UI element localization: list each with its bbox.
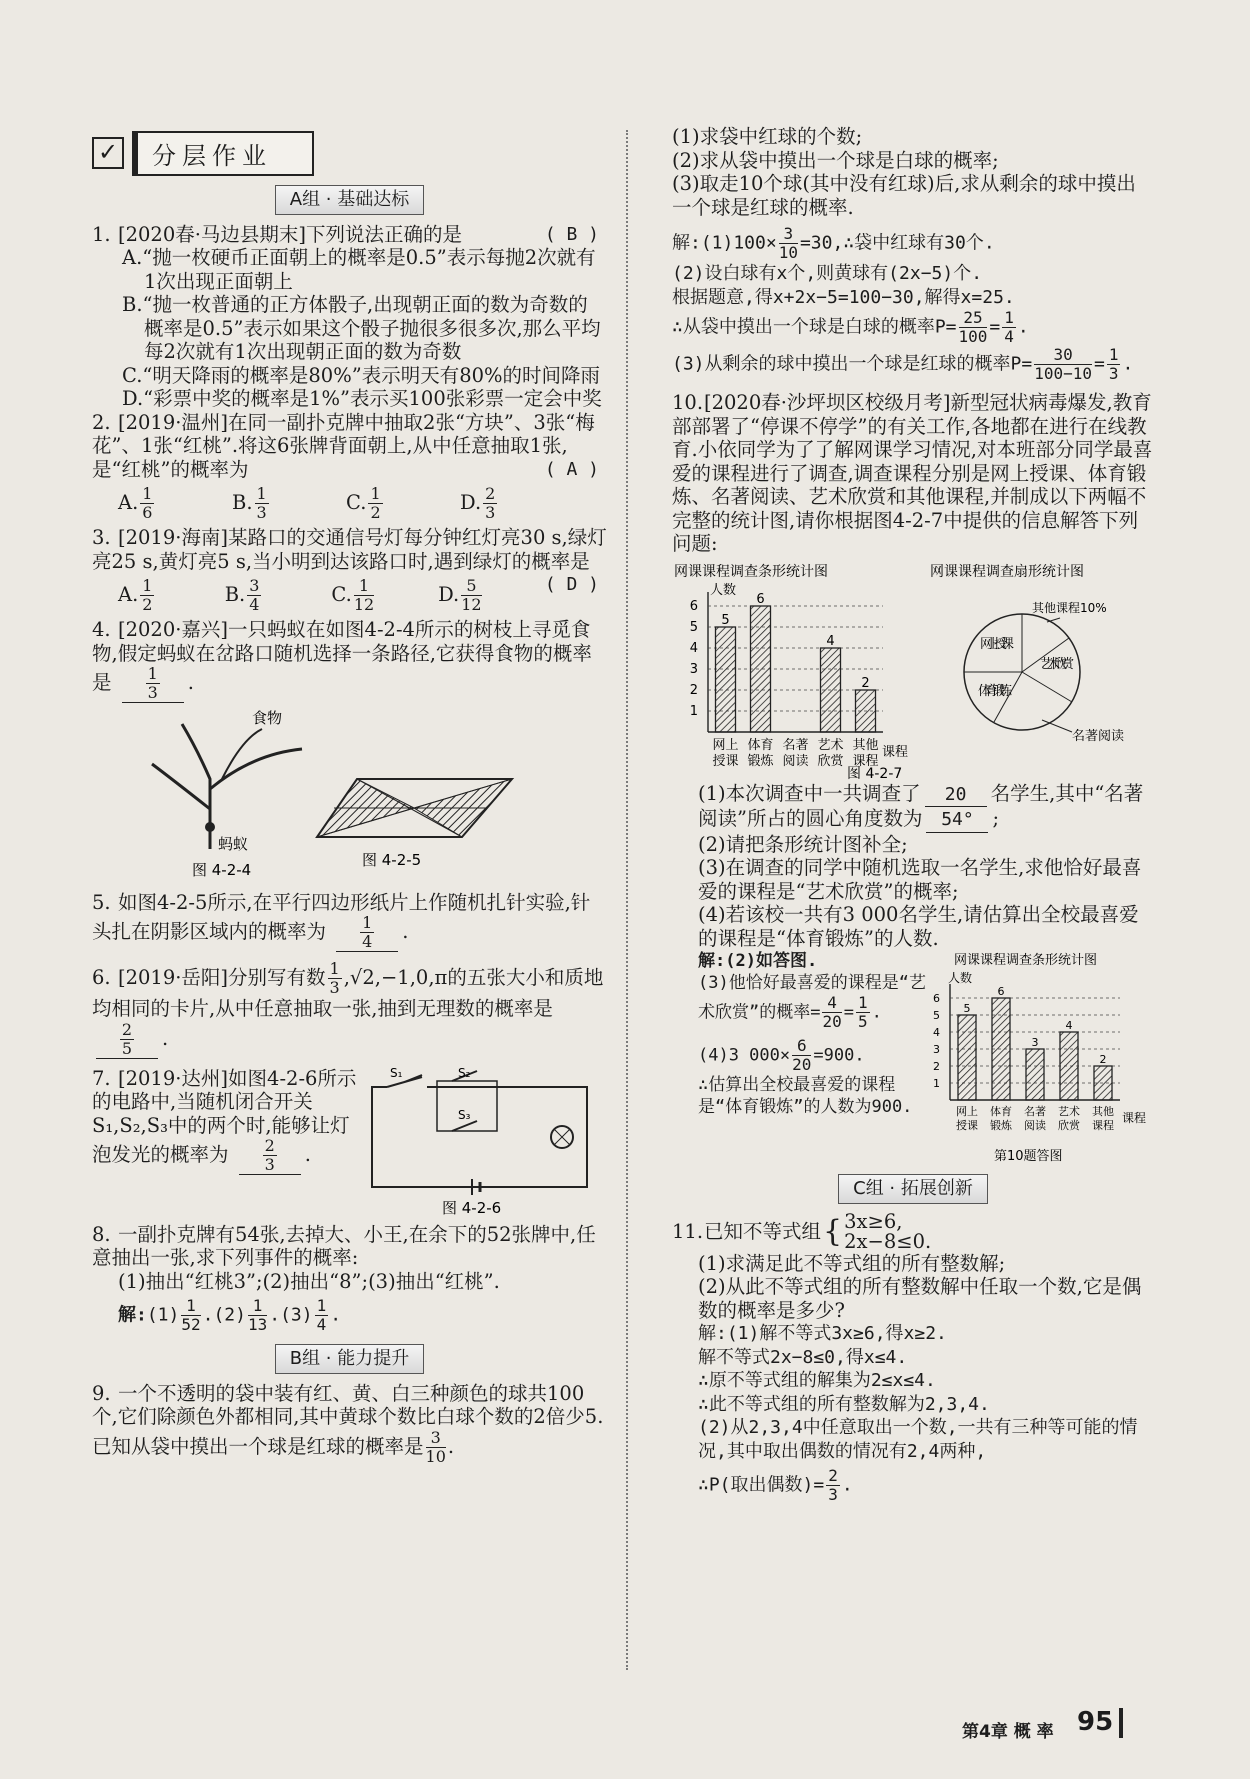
y-tick-label: 1 [689, 703, 698, 719]
bar-data-label: 5 [721, 612, 730, 628]
y-tick-label: 1 [933, 1077, 940, 1090]
x-tick-label: 名著 [782, 737, 809, 753]
circuit-figure [362, 1067, 602, 1217]
x-tick-label: 体育 [990, 1105, 1012, 1118]
x-tick-label: 授课 [712, 753, 739, 769]
x-tick-label: 阅读 [782, 753, 809, 769]
parallelogram-figure [317, 779, 512, 869]
bar2-title: 网课课程调查条形统计图 [954, 953, 1098, 968]
svg-text:图 4-2-4: 图 4-2-4 [192, 861, 252, 879]
bar [1060, 1032, 1078, 1100]
svg-text:S₂: S₂ [458, 1066, 471, 1080]
bar-data-label: 4 [826, 633, 835, 649]
x-tick-label: 名著 [1024, 1105, 1046, 1118]
bar-data-label: 2 [861, 675, 870, 691]
question-10-solution: 解:(2)如答图. (3)他恰好最喜爱的课程是“艺术欣赏”的概率= $\frac{4}{20}$ = $\frac{1}{5}$ . (4)3 000× $\frac{6}{20}$ =900. ∴估算出全校最喜爱的课程是“体育锻炼”的人数为900. 网课课程调查条形统计图 人数 课程 第10题答图 1 2 3 4 5 6 网上 授课 5 体育 锻炼 6 名著 阅读 3 艺术 欣赏 4 其他 课程 2 [672, 950, 1154, 1170]
pie-label-online: 网上授课 [980, 636, 1014, 652]
q1-option-d: D.“彩票中奖的概率是1%”表示买100张彩票一定会中奖 [122, 387, 602, 410]
svg-text:图 4-2-6: 图 4-2-6 [442, 1198, 502, 1217]
bar-data-label: 5 [963, 1002, 971, 1015]
y-tick-label: 6 [933, 992, 940, 1005]
q1-option-c: C.“明天降雨的概率是80%”表示明天有80%的时间降雨 [122, 363, 601, 387]
page-number-bar [1119, 1708, 1123, 1738]
x-tick-label: 其他 [852, 737, 879, 753]
question-11: 11. 已知不等式组 { 3x≥6, 2x−8≤0. (1)求满足此不等式组的所有整数解; (2)从此不等式组的所有整数解中任取一个数,它是偶数的概率是多少? 解:(1)解不等式3x≥6,得x≥2. 解不等式2x−8≤0,得x≤4. ∴原不等式组的解集为2≤x≤4. ∴此不等式组的所有整数解为2,3,4. (2)从2,3,4中任意取出一个数,一共有三种等可能的情况,其中取出偶数的情况有2,4两种, ∴P(取出偶数)= $\frac{2}{3}$ . [672, 1209, 1142, 1504]
section-header [92, 135, 314, 171]
bar [992, 998, 1010, 1100]
band-b: B组 · 能力提升 [92, 1344, 607, 1374]
bar-data-label: 2 [1099, 1053, 1107, 1066]
bar [856, 690, 876, 732]
band-a: A组 · 基础达标 [92, 185, 607, 215]
x-tick-label: 授课 [956, 1119, 978, 1132]
bar [1026, 1049, 1044, 1100]
svg-text:S₃: S₃ [458, 1107, 471, 1122]
column-divider [626, 130, 628, 1670]
x-tick-label: 其他 [1092, 1105, 1114, 1118]
question-4: 4. [2020·嘉兴]一只蚂蚁在如图4-2-4所示的树枝上寻觅食物,假定蚂蚁在岔路口随机选择一条路径,它获得食物的概率是 $\frac{1}{3}$ . [92, 618, 592, 702]
y-tick-label: 6 [689, 598, 698, 614]
bar1-ylabel: 人数 [710, 582, 737, 598]
bar-chart-incomplete [672, 560, 922, 780]
band-c: C组 · 拓展创新 [672, 1174, 1154, 1204]
question-3: 3. [2019·海南]某路口的交通信号灯每分钟红灯亮30 s,绿灯亮25 s,黄灯亮5 s,当小明到达该路口时,遇到绿灯的概率是 ( D ) A. $\frac{1}{2}$ B. $\frac{3}{4}$ C. $\frac{1}{12}$ D. $\frac{5}{12}$ [92, 526, 607, 614]
bar-data-label: 4 [1065, 1019, 1073, 1032]
x-tick-label: 欣赏 [817, 753, 844, 769]
brace-icon: { [823, 1213, 843, 1249]
figure-4-2-7 [672, 560, 1154, 780]
x-tick-label: 锻炼 [747, 753, 774, 769]
x-tick-label: 艺术 [817, 737, 844, 753]
question-7: 7. [2019·达州]如图4-2-6所示的电路中,当随机闭合开关S₁,S₂,S₃中的两个时,能够让灯泡发光的概率为 $\frac{2}{3}$ . S₁ S₂ S₃ 图 4-2-6 [92, 1067, 607, 1217]
page-number: 95 [1077, 1707, 1114, 1737]
question-1: 1. [2020春·马边县期末]下列说法正确的是 ( B ) A.“抛一枚硬币正面朝上的概率是0.5”表示每抛2次就有1次出现正面朝上 B.“抛一枚普通的正方体骰子,出现朝正面的数为奇数的概率是0.5”表示如果这个骰子抛很多很多次,那么平均每2次就有1次出现朝正面的数为奇数 C.“明天降雨的概率是80%”表示明天有80%的时间降雨 D.“彩票中奖的概率是1%”表示买100张彩票一定会中奖 [92, 223, 607, 411]
y-tick-label: 5 [689, 619, 698, 635]
bar1-xlabel: 课程 [882, 744, 909, 760]
section-title: 分层作业 [132, 131, 314, 176]
question-10: 10.[2020春·沙坪坝区校级月考]新型冠状病毒爆发,教育部部署了“停课不停学”的有关工作,各地都在进行在线教育.小依同学为了了解网课学习情况,对本班部分同学最喜爱的课程进行了调查,调查课程分别是网上授课、体育锻炼、名著阅读、艺术欣赏和其他课程,并制成以下两幅不完整的统计图,请你根据图4-2-7中提供的信息解答下列问题: [672, 391, 1153, 555]
x-tick-label: 体育 [747, 737, 774, 753]
answer-figure-caption: 第10题答图 [994, 1149, 1063, 1164]
chapter-footer: 第4章 概 率 [962, 1722, 1054, 1742]
x-tick-label: 网上 [712, 737, 739, 753]
x-tick-label: 课程 [852, 753, 879, 769]
bar-chart-answer [926, 950, 1154, 1170]
right-column [672, 125, 1154, 1504]
svg-text:蚂蚁: 蚂蚁 [218, 835, 249, 853]
bar [716, 627, 736, 732]
bar-data-label: 6 [997, 985, 1005, 998]
svg-text:S₁: S₁ [390, 1066, 403, 1080]
bar2-ylabel: 人数 [948, 971, 973, 985]
checkmark-icon: ✓ [92, 137, 124, 169]
x-tick-label: 锻炼 [990, 1119, 1012, 1132]
bar [751, 606, 771, 732]
x-tick-label: 艺术 [1058, 1105, 1080, 1118]
q1-option-b: B.“抛一枚普通的正方体骰子,出现朝正面的数为奇数的概率是0.5”表示如果这个骰子抛很多很多次,那么平均每2次就有1次出现朝正面的数为奇数 [122, 293, 601, 363]
pie-title: 网课课程调查扇形统计图 [930, 563, 1084, 580]
left-column [92, 185, 607, 1466]
bar1-title: 网课课程调查条形统计图 [674, 563, 828, 580]
tree-branch-figure [152, 709, 302, 879]
y-tick-label: 3 [933, 1043, 940, 1056]
pie-label-reading: 名著阅读 [1072, 728, 1125, 744]
pie-chart [922, 560, 1152, 760]
pie-label-art: 艺术欣赏 [1040, 656, 1074, 672]
bar2-xlabel: 课程 [1122, 1111, 1147, 1125]
question-9: 9. 一个不透明的袋中装有红、黄、白三种颜色的球共100个,它们除颜色外都相同,其中黄球个数比白球个数的2倍少5.已知从袋中摸出一个球是红球的概率是 $\frac{3}{10}$ . [92, 1381, 604, 1466]
x-tick-label: 课程 [1092, 1119, 1114, 1132]
y-tick-label: 3 [689, 661, 698, 677]
question-8: 8. 一副扑克牌有54张,去掉大、小王,在余下的52张牌中,任意抽出一张,求下列事件的概率: (1)抽出“红桃3”;(2)抽出“8”;(3)抽出“红桃”. 解:(1) $\frac{1}{52}$ .(2) $\frac{1}{13}$ .(3) $\frac{1}{4}$ . [92, 1222, 596, 1334]
bar [1094, 1066, 1112, 1100]
y-tick-label: 2 [689, 682, 698, 698]
pie-label-other: 其他课程10% [1032, 600, 1107, 615]
y-tick-label: 4 [933, 1026, 940, 1039]
bar [821, 648, 841, 732]
question-9-continued: (1)求袋中红球的个数; (2)求从袋中摸出一个球是白球的概率; (3)取走10个球(其中没有红球)后,求从剩余的球中摸出一个球是红球的概率. 解:(1)100× $\frac{3}{10}$ =30,∴袋中红球有30个. (2)设白球有x个,则黄球有(2x−5)个. 根据题意,得x+2x−5=100−30,解得x=25. ∴从袋中摸出一个球是白球的概率P= $\frac{25}{100}$ = $\frac{1}{4}$ . (3)从剩余的球中摸出一个球是红球的概率P= $\frac{30}{100-10}$ = $\frac{1}{3}$ . [672, 125, 1136, 383]
x-tick-label: 欣赏 [1058, 1119, 1080, 1132]
y-tick-label: 4 [689, 640, 698, 656]
bar-data-label: 3 [1031, 1036, 1039, 1049]
question-5: 5. 如图4-2-5所示,在平行四边形纸片上作随机扎针实验,针头扎在阴影区域内的概率为 $\frac{1}{4}$ . [92, 890, 591, 951]
q1-option-a: A.“抛一枚硬币正面朝上的概率是0.5”表示每抛2次就有1次出现正面朝上 [122, 246, 596, 293]
question-10-subquestions: (1)本次调查中一共调查了 20 名学生,其中“名著阅读”所占的圆心角度数为 54° ; (2)请把条形统计图补全; (3)在调查的同学中随机选取一名学生,求他恰好最喜爱的课程是“艺术欣赏”的概率; (4)若该校一共有3 000名学生,请估算出全校最喜爱的课程是“体育锻炼”的人数. [698, 781, 1144, 950]
y-tick-label: 5 [933, 1009, 940, 1022]
y-tick-label: 2 [933, 1060, 940, 1073]
ant-icon [205, 822, 215, 832]
svg-text:图 4-2-5: 图 4-2-5 [362, 851, 422, 869]
figures-4-2-4-and-4-2-5 [92, 709, 607, 879]
pie-label-pe: 体育锻炼 [978, 683, 1012, 699]
svg-text:食物: 食物 [252, 709, 283, 727]
question-2: 2. [2019·温州]在同一副扑克牌中抽取2张“方块”、3张“梅花”、1张“红桃”.将这6张牌背面朝上,从中任意抽取1张,是“红桃”的概率为 ( A ) A. $\frac{1}{6}$ B. $\frac{1}{3}$ C. $\frac{1}{2}$ D. $\frac{2}{3}$ [92, 410, 599, 522]
x-tick-label: 阅读 [1024, 1119, 1046, 1132]
bar-data-label: 6 [756, 591, 765, 607]
question-6: 6. [2019·岳阳]分别写有数 $\frac{1}{3}$ ,√2,−1,0,π的五张大小和质地均相同的卡片,从中任意抽取一张,抽到无理数的概率是 $\frac{2}{5}$ . [92, 959, 604, 1058]
fig-4-2-7-caption: 图 4-2-7 [847, 765, 903, 780]
x-tick-label: 网上 [956, 1105, 978, 1118]
bar [958, 1015, 976, 1100]
